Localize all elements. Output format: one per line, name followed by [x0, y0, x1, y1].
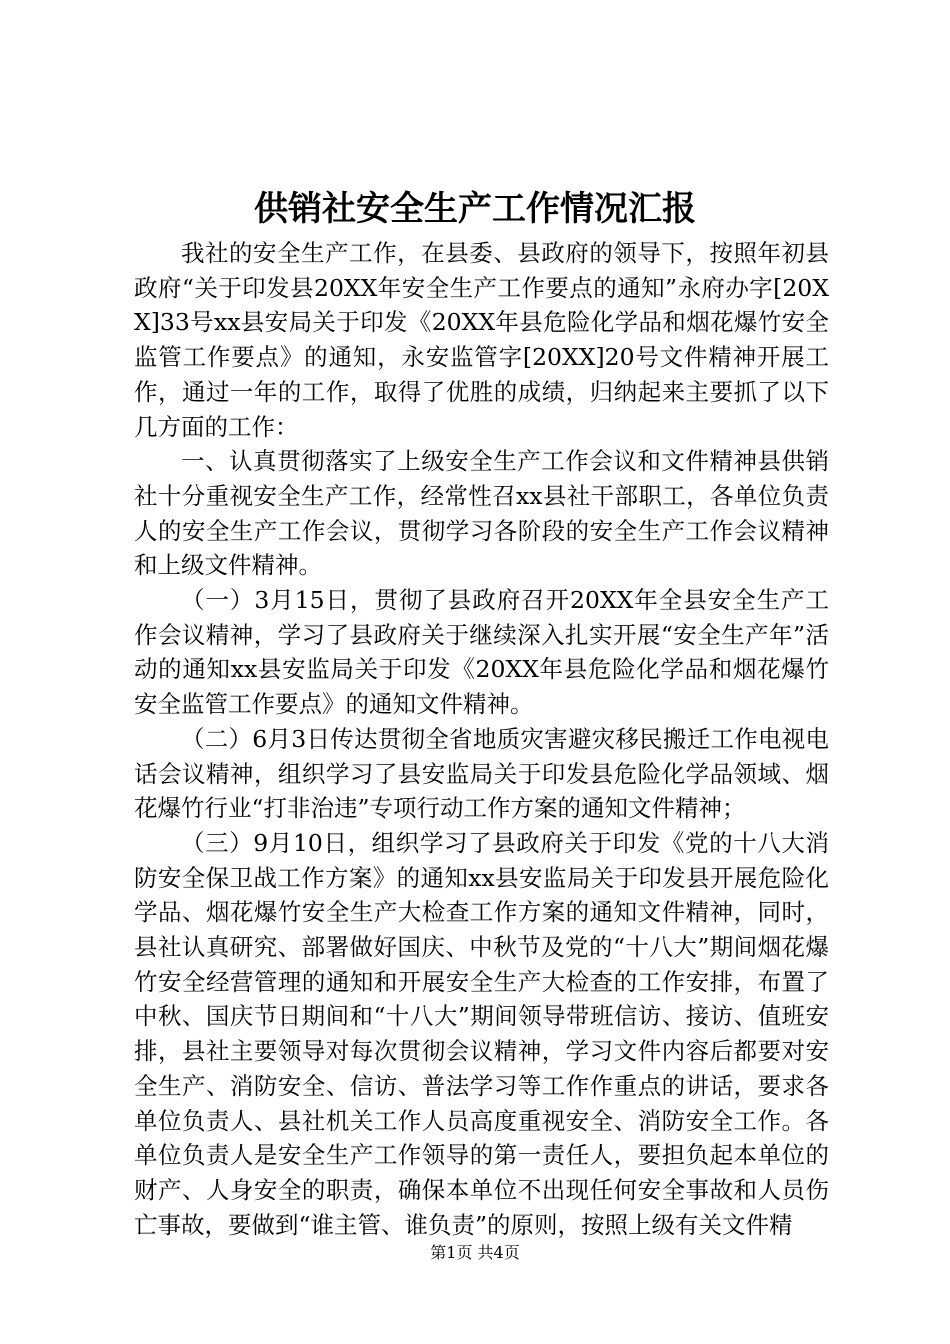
paragraph-section-1: 一、认真贯彻落实了上级安全生产工作会议和文件精神县供销社十分重视安全生产工作，经常性召xx县社干部职工，各单位负责人的安全生产工作会议，贯彻学习各阶段的安全生产工作会议精神和上级文件精神。 — [134, 447, 829, 580]
page-number-footer: 第1页 共4页 — [430, 1243, 520, 1262]
paragraph-item-2: （二）6月3日传达贯彻全省地质灾害避灾移民搬迁工作电视电话会议精神，组织学习了县安监局关于印发县危险化学品领域、烟花爆竹行业“打非治违”专项行动工作方案的通知文件精神； — [134, 724, 829, 823]
paragraph-item-3: （三）9月10日，组织学习了县政府关于印发《党的十八大消防安全保卫战工作方案》的通知xx县安监局关于印发县开展危险化学品、烟花爆竹安全生产大检查工作方案的通知文件精神，同时，县社认真研究、部署做好国庆、中秋节及党的“十八大”期间烟花爆竹安全经营管理的通知和开展安全生产大检查的工作安排，布置了中秋、国庆节日期间和“十八大”期间领导带班信访、接访、值班安排，县社主要领导对每次贯彻会议精神，学习文件内容后都要对安全生产、消防安全、信访、普法学习等工作作重点的讲话，要求各单位负责人、县社机关工作人员高度重视安全、消防安全工作。各单位负责人是安全生产工作领导的第一责任人，要担负起本单位的财产、人身安全的职责，确保本单位不出现任何安全事故和人员伤亡事故，要做到“谁主管、谁负责”的原则，按照上级有关文件精 — [134, 828, 829, 1239]
paragraph-intro: 我社的安全生产工作，在县委、县政府的领导下，按照年初县政府“关于印发县20XX年安全生产工作要点的通知”永府办字[20XX]33号xx县安局关于印发《20XX年县危险化学品和烟花爆竹安全监管工作要点》的通知，永安监管字[20XX]20号文件精神开展工作，通过一年的工作，取得了优胜的成绩，归纳起来主要抓了以下几方面的工作： — [134, 239, 829, 441]
document-body — [134, 236, 829, 1242]
paragraph-item-1: （一）3月15日，贯彻了县政府召开20XX年全县安全生产工作会议精神，学习了县政府关于继续深入扎实开展“安全生产年”活动的通知xx县安监局关于印发《20XX年县危险化学品和烟花爆竹安全监管工作要点》的通知文件精神。 — [134, 586, 829, 719]
page-title: 供销社安全生产工作情况汇报 — [254, 189, 696, 229]
